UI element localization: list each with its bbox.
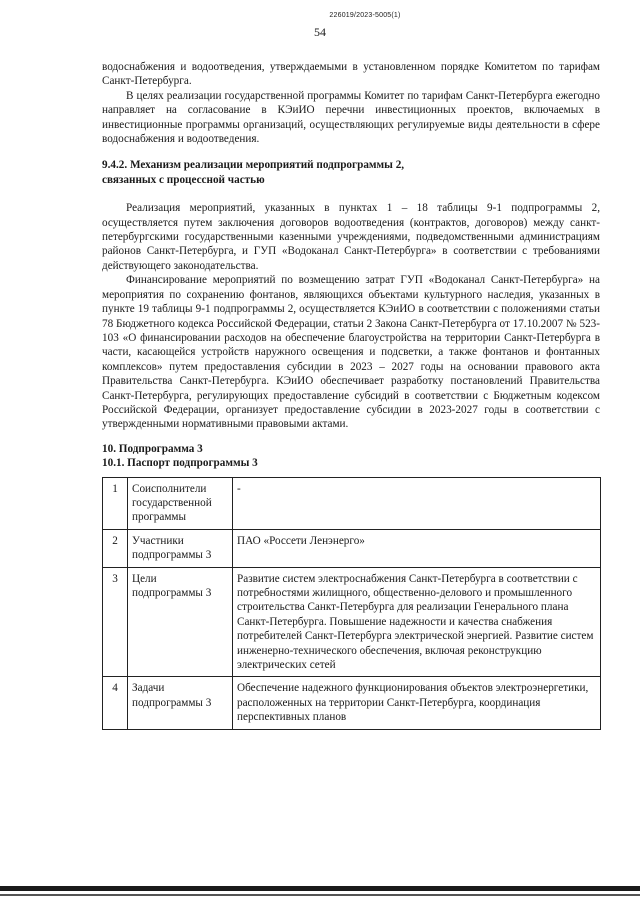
row-number: 2 [103, 529, 128, 567]
chapter-heading: 10. Подпрограмма 3 [102, 442, 203, 455]
row-number: 4 [103, 677, 128, 729]
row-value: Развитие систем электроснабжения Санкт-Петербурга в соответствии с потребностями жилищного, общественно-делового и промышленного строительства Санкт-Петербурга для реализации Генерального плана Санкт-Петербурга. Повышение надежности и качества снабжения потребителей Санкт-Петербурга электрической энергией. Развитие систем инженерно-технического обеспечения, включая реконструкцию электрических сетей [233, 567, 601, 677]
document-id: 226019/2023-5005(1) [329, 12, 401, 19]
table-row [103, 529, 601, 567]
page-number: 54 [314, 25, 326, 39]
table-row [103, 677, 601, 729]
passport-table [102, 477, 601, 730]
row-name: Участники подпрограммы 3 [128, 529, 233, 567]
section-heading-line1: 9.4.2. Механизм реализации мероприятий подпрограммы 2, [102, 159, 405, 172]
paragraph: Финансирование мероприятий по возмещению затрат ГУП «Водоканал Санкт-Петербурга» на мероприятия по сохранению фонтанов, являющихся объектами культурного наследия, указанных в пункте 19 таблицы 9-1 подпрограммы 2, осуществляется КЭиИО в соответствии с положениями статьи 78 Бюджетного кодекса Российской Федерации, статьи 2 Закона Санкт-Петербурга от 17.10.2007 № 523-103 «О финансировании расходов на обеспечение благоустройства на территории Санкт-Петербурга в части, касающейся устройств наружного освещения и подсветки, а также фонтанов и фонтанных комплексов» путем предоставления субсидии в 2023 – 2027 годы на основании правового акта Правительства Санкт-Петербурга. КЭиИО обеспечивает разработку постановлений Правительства Санкт-Петербурга, регулирующих предоставление субсидий в соответствии с Бюджетным кодексом Российской Федерации, организует предоставление субсидии в 2023-2027 годы в соответствии с утвержденными нормативными правовыми актами. [102, 274, 600, 431]
scan-edge-bar [0, 894, 640, 896]
table-row [103, 477, 601, 529]
page-content [102, 60, 600, 730]
row-value: Обеспечение надежного функционирования объектов электроэнергетики, расположенных на территории Санкт-Петербурга, координация перспективных планов [233, 677, 601, 729]
paragraph: Реализация мероприятий, указанных в пунктах 1 – 18 таблицы 9-1 подпрограммы 2, осуществляется путем заключения договоров водоотведения (контрактов, договоров) между санкт-петербургскими государственными казенными учреждениями, подведомственными администрациям районов Санкт-Петербурга, и ГУП «Водоканал Санкт-Петербурга» в соответствии с требованиями действующего законодательства. [102, 202, 600, 272]
section-heading-line2: связанных с процессной частью [102, 173, 265, 186]
row-name: Задачи подпрограммы 3 [128, 677, 233, 729]
row-value: - [233, 477, 601, 529]
row-value: ПАО «Россети Ленэнерго» [233, 529, 601, 567]
table-row [103, 567, 601, 677]
row-number: 1 [103, 477, 128, 529]
scan-edge-bar [0, 886, 640, 891]
passport-heading: 10.1. Паспорт подпрограммы 3 [102, 457, 258, 470]
paragraph: водоснабжения и водоотведения, утверждаемыми в установленном порядке Комитетом по тарифам Санкт-Петербурга. [102, 61, 600, 88]
paragraph: В целях реализации государственной программы Комитет по тарифам Санкт-Петербурга ежегодно направляет на согласование в КЭиИО перечни инвестиционных проектов, включаемых в инвестиционные программы организаций, осуществляющих регулируемые виды деятельности в сфере водоснабжения и водоотведения. [102, 89, 600, 146]
row-name: Цели подпрограммы 3 [128, 567, 233, 677]
row-number: 3 [103, 567, 128, 677]
row-name: Соисполнители государственной программы [128, 477, 233, 529]
